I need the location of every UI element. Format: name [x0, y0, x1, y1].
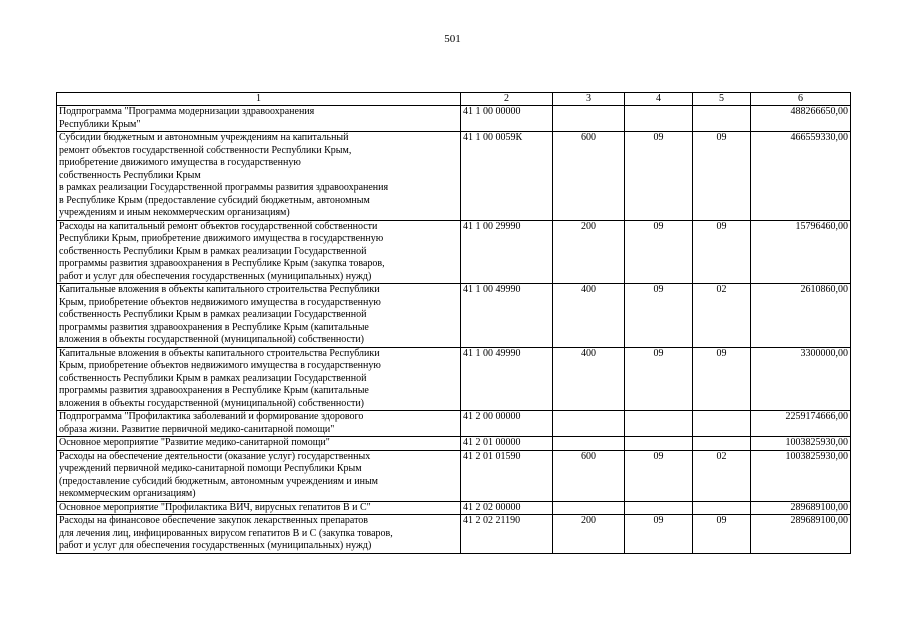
item-name: Капитальные вложения в объекты капитального строительства Республики Крым, приобретение объектов недвижимого имущества в государственную собственность Республики Крым в рамках реализации Государственной программы развития здравоохранения в Республике Крым (капитальные вложения в объекты государственной (муниципальной) собственности) [57, 347, 461, 411]
table-row [57, 515, 851, 554]
amount: 3300000,00 [751, 347, 851, 411]
target-article-code: 41 2 01 01590 [461, 450, 553, 501]
section-code [625, 106, 693, 132]
item-name: Расходы на капитальный ремонт объектов государственной собственности Республики Крым, приобретение движимого имущества в государственную собственность Республики Крым в рамках реализации Государственной программы развития здравоохранения в Республике Крым (закупка товаров, работ и услуг для обеспечения государственных (муниципальных) нужд) [57, 220, 461, 284]
header-cell: 1 [57, 93, 461, 106]
target-article-code: 41 1 00 49990 [461, 284, 553, 348]
item-name: Основное мероприятие "Развитие медико-санитарной помощи" [57, 437, 461, 451]
section-code: 09 [625, 284, 693, 348]
section-code: 09 [625, 450, 693, 501]
subsection-code: 09 [693, 220, 751, 284]
table-row [57, 284, 851, 348]
expense-type-code: 400 [553, 284, 625, 348]
amount: 488266650,00 [751, 106, 851, 132]
expense-type-code: 200 [553, 515, 625, 554]
amount: 2259174666,00 [751, 411, 851, 437]
item-name: Капитальные вложения в объекты капитального строительства Республики Крым, приобретение объектов недвижимого имущества в государственную собственность Республики Крым в рамках реализации Государственной программы развития здравоохранения в Республике Крым (капитальные вложения в объекты государственной (муниципальной) собственности) [57, 284, 461, 348]
expense-type-code [553, 411, 625, 437]
table-row [57, 437, 851, 451]
section-code [625, 437, 693, 451]
target-article-code: 41 1 00 29990 [461, 220, 553, 284]
amount: 2610860,00 [751, 284, 851, 348]
expense-type-code: 600 [553, 132, 625, 221]
subsection-code [693, 411, 751, 437]
target-article-code: 41 2 01 00000 [461, 437, 553, 451]
subsection-code [693, 106, 751, 132]
subsection-code: 09 [693, 515, 751, 554]
subsection-code: 09 [693, 347, 751, 411]
section-code: 09 [625, 515, 693, 554]
subsection-code [693, 501, 751, 515]
item-name: Расходы на обеспечение деятельности (оказание услуг) государственных учреждений первичной медико-санитарной помощи Республики Крым (предоставление субсидий бюджетным, автономным учреждениям и иным некоммерческим организациям) [57, 450, 461, 501]
subsection-code: 02 [693, 284, 751, 348]
item-name: Основное мероприятие "Профилактика ВИЧ, вирусных гепатитов В и С" [57, 501, 461, 515]
amount: 289689100,00 [751, 515, 851, 554]
header-cell: 5 [693, 93, 751, 106]
item-name: Подпрограмма "Профилактика заболеваний и формирование здорового образа жизни. Развитие первичной медико-санитарной помощи" [57, 411, 461, 437]
target-article-code: 41 1 00 49990 [461, 347, 553, 411]
section-code: 09 [625, 347, 693, 411]
header-row [57, 93, 851, 106]
target-article-code: 41 1 00 0059К [461, 132, 553, 221]
subsection-code: 09 [693, 132, 751, 221]
item-name: Подпрограмма "Программа модернизации здравоохранения Республики Крым" [57, 106, 461, 132]
amount: 15796460,00 [751, 220, 851, 284]
header-cell: 3 [553, 93, 625, 106]
header-cell: 4 [625, 93, 693, 106]
expense-type-code: 400 [553, 347, 625, 411]
table-row [57, 347, 851, 411]
amount: 1003825930,00 [751, 450, 851, 501]
table-row [57, 106, 851, 132]
subsection-code: 02 [693, 450, 751, 501]
table-row [57, 450, 851, 501]
budget-table [56, 92, 851, 554]
amount: 466559330,00 [751, 132, 851, 221]
amount: 289689100,00 [751, 501, 851, 515]
table-row [57, 220, 851, 284]
target-article-code: 41 2 02 21190 [461, 515, 553, 554]
expense-type-code [553, 106, 625, 132]
section-code [625, 501, 693, 515]
section-code: 09 [625, 220, 693, 284]
expense-type-code [553, 437, 625, 451]
page-number: 501 [444, 33, 461, 45]
table-row [57, 501, 851, 515]
item-name: Субсидии бюджетным и автономным учреждениям на капитальный ремонт объектов государственной собственности Республики Крым, приобретение движимого имущества в государственную собственность Республики Крым в рамках реализации Государственной программы развития здравоохранения в Республике Крым (предоставление субсидий бюджетным, автономным учреждениям и иным некоммерческим организациям) [57, 132, 461, 221]
table-row [57, 132, 851, 221]
section-code [625, 411, 693, 437]
amount: 1003825930,00 [751, 437, 851, 451]
header-cell: 2 [461, 93, 553, 106]
table-row [57, 411, 851, 437]
header-cell: 6 [751, 93, 851, 106]
expense-type-code [553, 501, 625, 515]
target-article-code: 41 2 00 00000 [461, 411, 553, 437]
section-code: 09 [625, 132, 693, 221]
subsection-code [693, 437, 751, 451]
target-article-code: 41 2 02 00000 [461, 501, 553, 515]
expense-type-code: 600 [553, 450, 625, 501]
expense-type-code: 200 [553, 220, 625, 284]
target-article-code: 41 1 00 00000 [461, 106, 553, 132]
item-name: Расходы на финансовое обеспечение закупок лекарственных препаратов для лечения лиц, инфицированных вирусом гепатитов В и С (закупка товаров, работ и услуг для обеспечения государственных (муниципальных) нужд) [57, 515, 461, 554]
